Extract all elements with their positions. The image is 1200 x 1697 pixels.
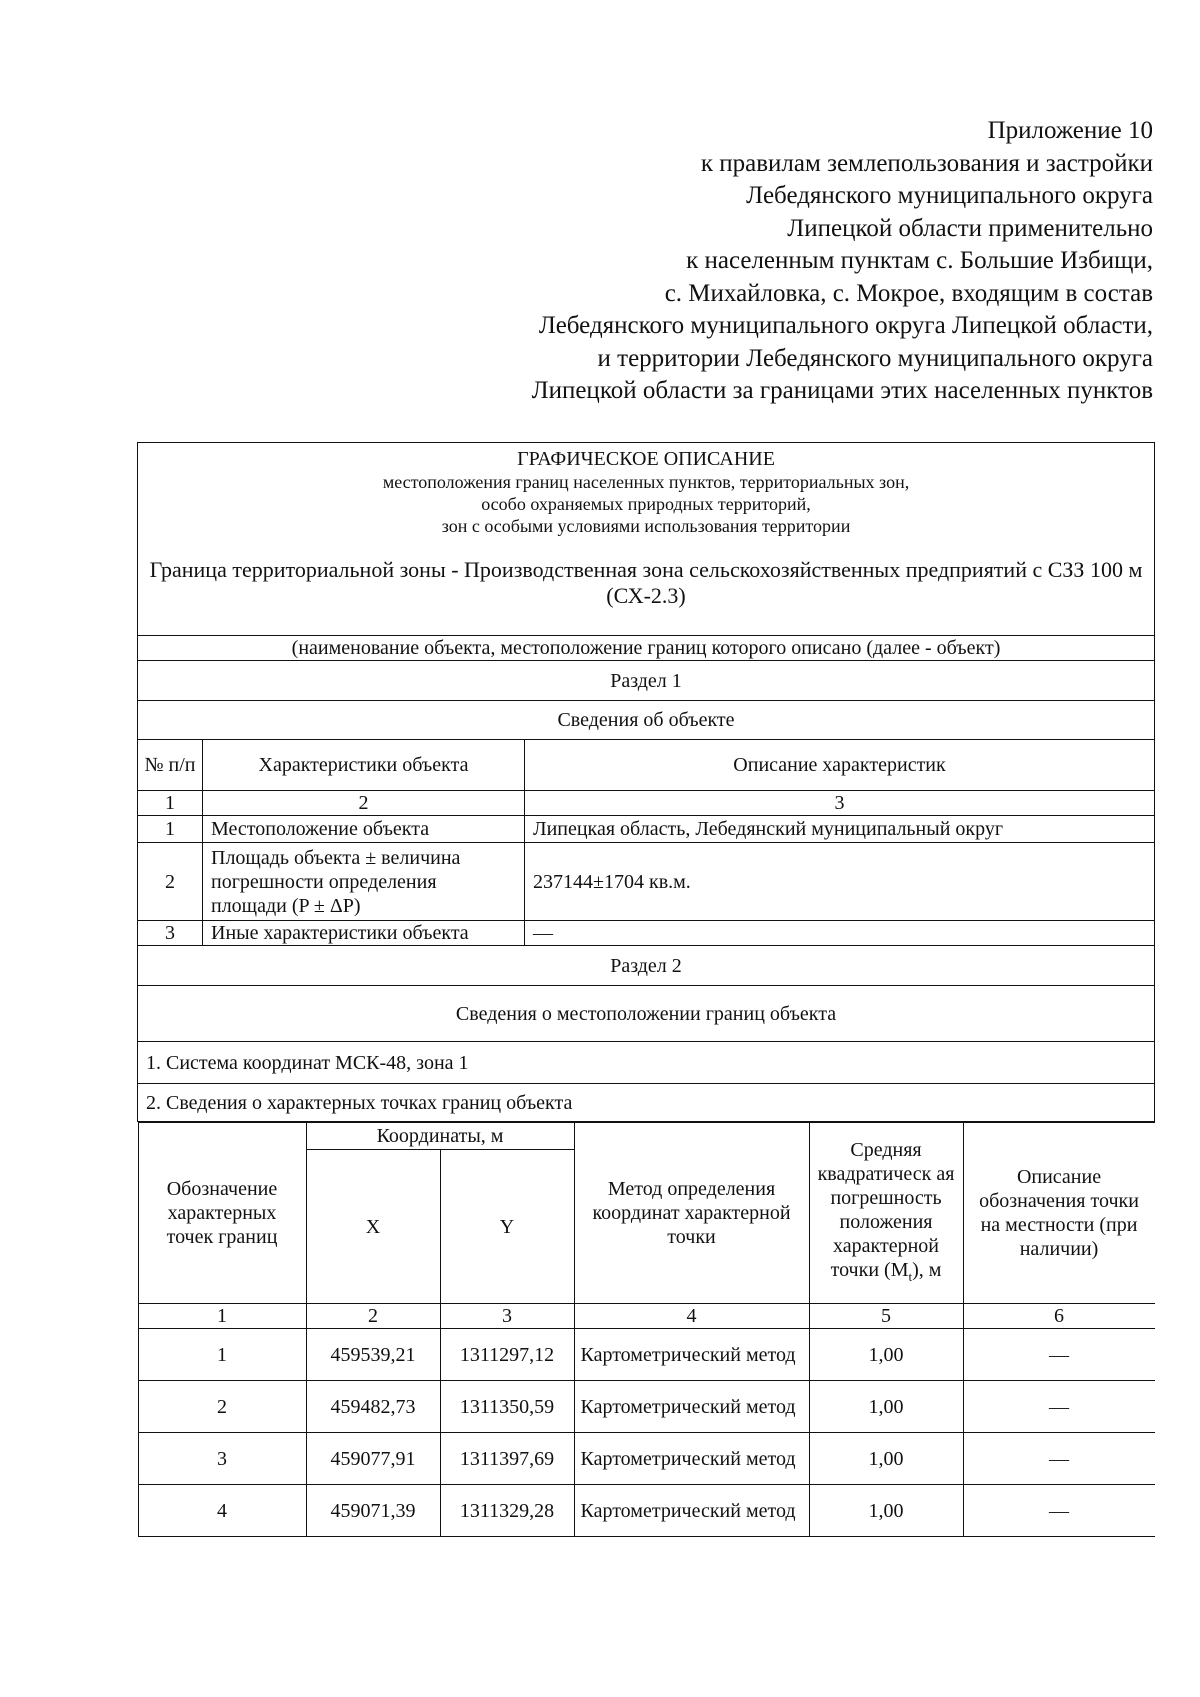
header-point: Обозначение характерных точек границ	[138, 1123, 306, 1304]
document-subtitle-line: зон с особыми условиями использования территории	[441, 516, 851, 536]
point-x: 459482,73	[306, 1381, 440, 1433]
point-x: 459071,39	[306, 1485, 440, 1537]
points-table	[138, 1122, 1155, 1537]
row-characteristic: Местоположение объекта	[203, 816, 525, 843]
point-x: 459077,91	[306, 1433, 440, 1485]
point-accuracy: 1,00	[809, 1381, 963, 1433]
table-row	[138, 816, 1155, 843]
points-title: 2. Сведения о характерных точках границ объекта	[138, 1084, 1155, 1122]
point-description: —	[963, 1381, 1155, 1433]
point-id: 3	[138, 1433, 306, 1485]
header-line: Приложение 10	[987, 117, 1153, 144]
row-num: 3	[138, 921, 203, 946]
point-method: Картометрический метод	[574, 1433, 809, 1485]
point-method: Картометрический метод	[574, 1485, 809, 1537]
point-description: —	[963, 1433, 1155, 1485]
col-number: 1	[138, 791, 203, 816]
header-characteristics: Характеристики объекта	[203, 740, 525, 791]
point-method: Картометрический метод	[574, 1381, 809, 1433]
col-number: 6	[963, 1304, 1155, 1329]
header-accuracy-unit: ), м	[912, 1258, 942, 1281]
header-line: Лебедянского муниципального округа Липецкой области,	[538, 312, 1153, 339]
point-method: Картометрический метод	[574, 1329, 809, 1381]
table-row	[138, 1485, 1155, 1537]
section1-subtitle: Сведения об объекте	[138, 701, 1155, 740]
object-note: (наименование объекта, местоположение границ которого описано (далее - объект)	[138, 636, 1155, 661]
appendix-header	[393, 115, 1153, 408]
header-line: Лебедянского муниципального округа	[746, 182, 1153, 209]
row-num: 1	[138, 816, 203, 843]
header-line: Липецкой области применительно	[787, 214, 1153, 242]
point-description: —	[963, 1329, 1155, 1381]
row-description: 237144±1704 кв.м.	[525, 843, 1155, 921]
header-accuracy-text: Средняя квадратическ ая погрешность положения характерной точки (M	[817, 1138, 955, 1281]
table-row	[138, 1381, 1155, 1433]
table-row	[138, 1433, 1155, 1485]
table-row	[138, 843, 1155, 921]
row-description: —	[525, 921, 1155, 946]
point-y: 1311397,69	[440, 1433, 574, 1485]
header-coordinates: Координаты, м	[306, 1123, 574, 1150]
header-point-description: Описание обозначения точки на местности (при наличии)	[963, 1123, 1155, 1304]
col-number: 3	[525, 791, 1155, 816]
point-accuracy: 1,00	[809, 1433, 963, 1485]
point-id: 4	[138, 1485, 306, 1537]
row-description: Липецкая область, Лебедянский муниципальный округ	[525, 816, 1155, 843]
object-name: Граница территориальной зоны - Производственная зона сельскохозяйственных предприятий с СЗЗ 100 м (СХ-2.3)	[149, 557, 1143, 608]
header-line: с. Михайловка, с. Мокрое, входящим в состав	[664, 279, 1153, 307]
points-table-cell	[138, 1122, 1155, 1538]
point-description: —	[963, 1485, 1155, 1537]
header-line: Липецкой области за границами этих населенных пунктов	[531, 377, 1153, 404]
section1-title: Раздел 1	[138, 661, 1155, 701]
point-id: 1	[138, 1329, 306, 1381]
header-y: Y	[440, 1150, 574, 1304]
col-number: 1	[138, 1304, 306, 1329]
header-accuracy-sub: t	[908, 1268, 913, 1284]
header-method: Метод определения координат характерной точки	[574, 1123, 809, 1304]
header-description: Описание характеристик	[525, 740, 1155, 791]
document-title-cell	[138, 443, 1155, 636]
header-line: к населенным пунктам с. Большие Избищи,	[686, 247, 1153, 274]
graphic-description-table	[137, 442, 1155, 1537]
col-number: 2	[306, 1304, 440, 1329]
point-y: 1311329,28	[440, 1485, 574, 1537]
row-characteristic: Иные характеристики объекта	[203, 921, 525, 946]
point-y: 1311297,12	[440, 1329, 574, 1381]
point-id: 2	[138, 1381, 306, 1433]
point-x: 459539,21	[306, 1329, 440, 1381]
header-x: X	[306, 1150, 440, 1304]
document-subtitle-line: особо охраняемых природных территорий,	[481, 494, 811, 514]
point-y: 1311350,59	[440, 1381, 574, 1433]
row-characteristic: Площадь объекта ± величина погрешности определения площади (P ± ΔP)	[203, 843, 525, 921]
section2-subtitle: Сведения о местоположении границ объекта	[138, 986, 1155, 1042]
coordinate-system: 1. Система координат МСК-48, зона 1	[138, 1042, 1155, 1084]
header-num: № п/п	[138, 740, 203, 791]
document-subtitle-line: местоположения границ населенных пунктов, территориальных зон,	[382, 472, 910, 492]
col-number: 3	[440, 1304, 574, 1329]
table-row	[138, 1329, 1155, 1381]
col-number: 5	[809, 1304, 963, 1329]
point-accuracy: 1,00	[809, 1485, 963, 1537]
row-num: 2	[138, 843, 203, 921]
header-line: и территории Лебедянского муниципального округа	[597, 344, 1153, 372]
table-row	[138, 921, 1155, 946]
header-line: к правилам землепользования и застройки	[700, 149, 1153, 177]
section2-title: Раздел 2	[138, 946, 1155, 986]
col-number: 4	[574, 1304, 809, 1329]
header-accuracy	[809, 1123, 963, 1304]
document-title: ГРАФИЧЕСКОЕ ОПИСАНИЕ	[517, 448, 775, 470]
col-number: 2	[203, 791, 525, 816]
point-accuracy: 1,00	[809, 1329, 963, 1381]
